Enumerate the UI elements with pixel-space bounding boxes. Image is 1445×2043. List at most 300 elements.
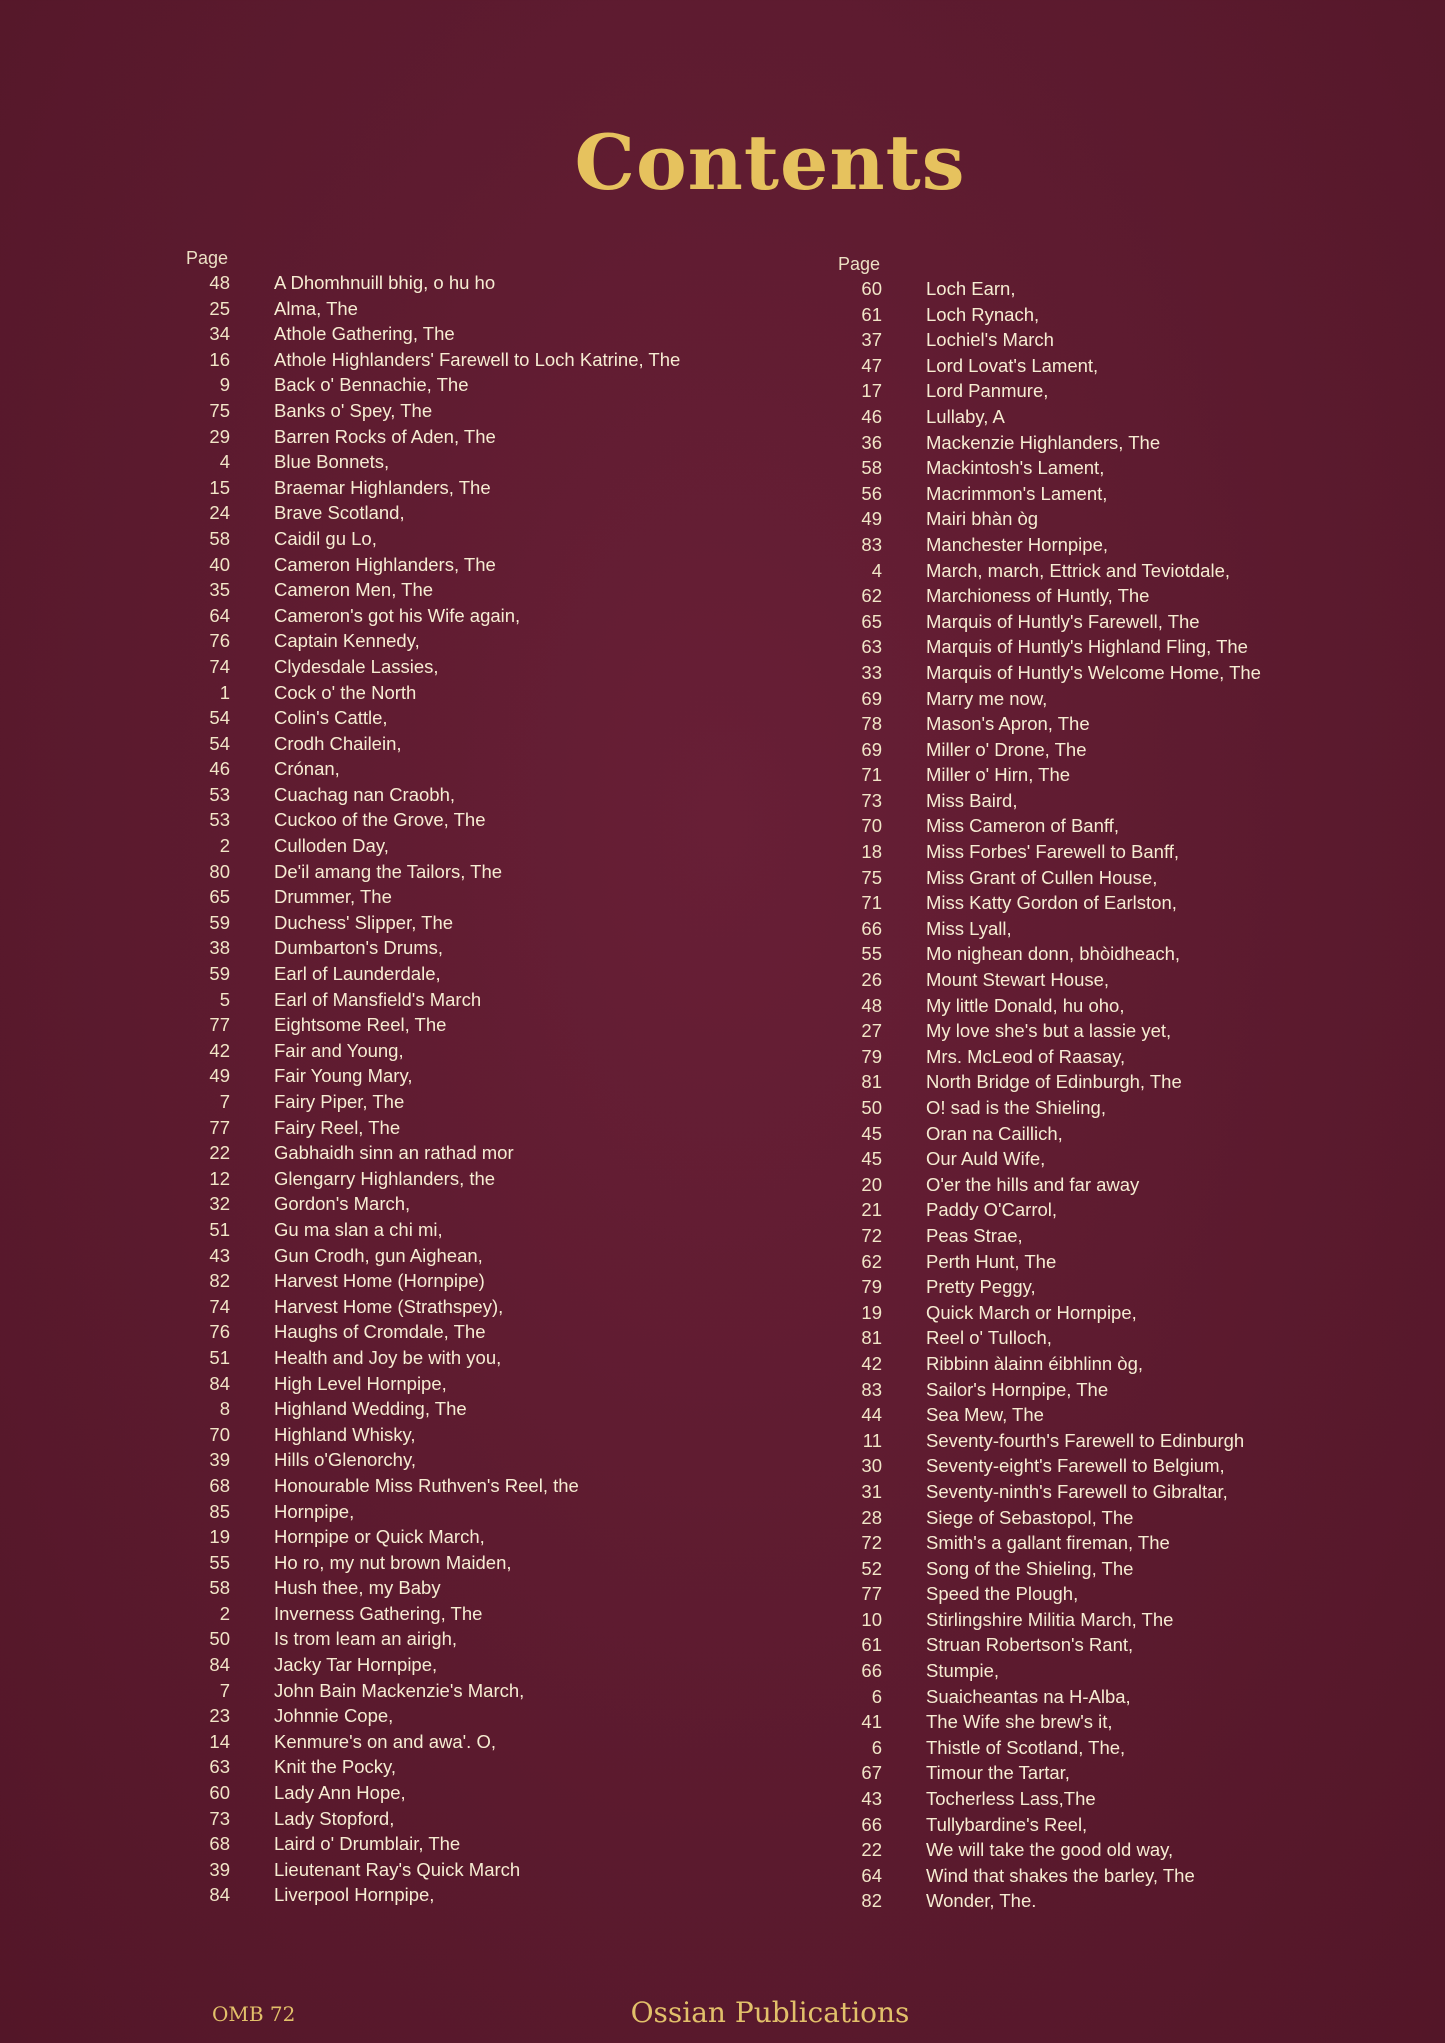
contents-entry [180, 449, 800, 475]
entry-page-number: 66 [861, 1813, 882, 1835]
contents-entry [180, 1626, 800, 1652]
entry-title: Kenmure's on and awa'. O, [274, 1730, 496, 1752]
contents-entry [180, 1089, 800, 1115]
contents-entry [180, 1447, 800, 1473]
contents-entry [832, 1453, 1352, 1479]
entry-title: Knit the Pocky, [274, 1756, 397, 1778]
contents-entry [832, 1556, 1352, 1582]
entry-title: De'il amang the Tailors, The [274, 860, 503, 882]
entry-page-number: 72 [861, 1532, 882, 1554]
entry-title: Smith's a gallant fireman, The [926, 1532, 1170, 1554]
entry-page-number: 55 [861, 943, 882, 965]
entry-title: Miss Baird, [926, 789, 1018, 811]
entry-title: Marquis of Huntly's Farewell, The [926, 610, 1200, 632]
entry-page-number: 85 [209, 1500, 230, 1522]
entry-page-number: 42 [861, 1352, 882, 1374]
entry-title: Cock o' the North [274, 681, 417, 703]
entry-page-number: 72 [861, 1224, 882, 1246]
entry-title: Mount Stewart House, [926, 969, 1110, 991]
entry-title: Eightsome Reel, The [274, 1014, 447, 1036]
contents-entry [180, 1780, 800, 1806]
contents-entry [180, 1115, 800, 1141]
entry-title: Health and Joy be with you, [274, 1346, 502, 1368]
contents-entry [180, 1524, 800, 1550]
contents-entry [832, 941, 1352, 967]
entry-title: Harvest Home (Hornpipe) [274, 1270, 485, 1292]
contents-entry [832, 1786, 1352, 1812]
contents-entry [832, 865, 1352, 891]
contents-entry [180, 756, 800, 782]
entry-page-number: 60 [861, 278, 882, 299]
entry-page-number: 9 [219, 374, 230, 396]
entry-page-number: 40 [209, 553, 230, 575]
entry-page-number: 63 [209, 1756, 230, 1778]
contents-list-left [180, 270, 800, 1908]
entry-title: Brave Scotland, [274, 502, 405, 524]
entry-page-number: 20 [861, 1173, 882, 1195]
contents-entry [832, 1300, 1352, 1326]
entry-page-number: 50 [209, 1628, 230, 1650]
contents-entry [180, 1678, 800, 1704]
contents-entry [180, 372, 800, 398]
contents-entry [832, 1581, 1352, 1607]
entry-page-number: 4 [871, 559, 882, 581]
entry-title: Athole Gathering, The [274, 323, 455, 345]
contents-entry [832, 353, 1352, 379]
entry-page-number: 22 [861, 1839, 882, 1861]
contents-entry [832, 327, 1352, 353]
entry-page-number: 38 [209, 937, 230, 959]
entry-page-number: 83 [861, 1378, 882, 1400]
entry-title: Back o' Bennachie, The [274, 374, 469, 396]
entry-page-number: 77 [209, 1014, 230, 1036]
entry-title: Loch Earn, [926, 278, 1016, 299]
entry-page-number: 82 [209, 1270, 230, 1292]
entry-page-number: 83 [861, 533, 882, 555]
entry-page-number: 49 [861, 508, 882, 530]
contents-entry [180, 347, 800, 373]
entry-title: We will take the good old way, [926, 1839, 1174, 1861]
entry-page-number: 73 [861, 789, 882, 811]
entry-page-number: 53 [209, 783, 230, 805]
entry-title: Wonder, The. [926, 1890, 1037, 1912]
page-column-header: Page [838, 254, 881, 274]
entry-page-number: 37 [861, 329, 882, 351]
contents-entry [180, 1729, 800, 1755]
entry-page-number: 35 [209, 579, 230, 601]
entry-title: A Dhomhnuill bhig, o hu ho [274, 272, 496, 293]
entry-title: Miss Grant of Cullen House, [926, 866, 1158, 888]
entry-page-number: 73 [209, 1807, 230, 1829]
entry-title: Lord Panmure, [926, 380, 1049, 402]
entry-title: Pretty Peggy, [926, 1276, 1036, 1298]
entry-title: Tocherless Lass,The [926, 1788, 1096, 1810]
contents-entry [180, 1345, 800, 1371]
contents-entry [180, 1601, 800, 1627]
contents-entry [180, 1243, 800, 1269]
entry-page-number: 11 [862, 1429, 882, 1451]
entry-title: Sea Mew, The [926, 1404, 1044, 1426]
entry-title: Glengarry Highlanders, the [274, 1167, 496, 1189]
contents-entry [832, 455, 1352, 481]
entry-title: Laird o' Drumblair, The [274, 1833, 461, 1855]
contents-entry [180, 1396, 800, 1422]
contents-entry [832, 1479, 1352, 1505]
entry-page-number: 61 [861, 1634, 882, 1656]
entry-title: John Bain Mackenzie's March, [274, 1679, 525, 1701]
entry-title: Gordon's March, [274, 1193, 411, 1215]
entry-page-number: 62 [861, 585, 882, 607]
contents-entry [832, 634, 1352, 660]
entry-title: Ho ro, my nut brown Maiden, [274, 1551, 512, 1573]
contents-entry [832, 1274, 1352, 1300]
entry-page-number: 1 [219, 681, 230, 703]
entry-title: Jacky Tar Hornpipe, [274, 1654, 438, 1676]
entry-title: Is trom leam an airigh, [274, 1628, 458, 1650]
entry-title: Stirlingshire Militia March, The [926, 1608, 1174, 1630]
entry-page-number: 81 [861, 1071, 882, 1093]
contents-entry [180, 782, 800, 808]
contents-entry [832, 1069, 1352, 1095]
entry-title: Peas Strae, [926, 1224, 1023, 1246]
entry-page-number: 46 [209, 758, 230, 780]
contents-entry [180, 628, 800, 654]
entry-page-number: 77 [209, 1116, 230, 1138]
entry-page-number: 81 [861, 1327, 882, 1349]
entry-title: Caidil gu Lo, [274, 527, 377, 549]
contents-entry [832, 1505, 1352, 1531]
entry-title: Perth Hunt, The [926, 1250, 1057, 1272]
contents-entry [180, 1806, 800, 1832]
contents-entry [180, 577, 800, 603]
page-title: Contents [574, 118, 966, 207]
entry-page-number: 67 [861, 1762, 882, 1784]
contents-entry [180, 1268, 800, 1294]
entry-title: Fairy Piper, The [274, 1091, 405, 1112]
contents-entry [832, 916, 1352, 942]
entry-title: Lady Ann Hope, [274, 1782, 406, 1804]
entry-page-number: 22 [209, 1142, 230, 1164]
contents-entry [180, 1422, 800, 1448]
contents-entry [832, 1709, 1352, 1735]
entry-page-number: 84 [209, 1654, 230, 1676]
entry-page-number: 36 [861, 431, 882, 453]
contents-entry [180, 1166, 800, 1192]
entry-title: Harvest Home (Strathspey), [274, 1295, 504, 1317]
entry-title: Honourable Miss Ruthven's Reel, the [274, 1474, 579, 1496]
entry-page-number: 25 [209, 297, 230, 319]
entry-page-number: 54 [209, 707, 230, 729]
entry-page-number: 24 [209, 502, 230, 524]
entry-title: Colin's Cattle, [274, 707, 388, 729]
entry-title: Oran na Caillich, [926, 1122, 1063, 1144]
entry-title: Miss Cameron of Banff, [926, 815, 1119, 837]
entry-title: Song of the Shieling, The [926, 1557, 1134, 1579]
entry-title: Fair and Young, [274, 1039, 404, 1061]
entry-page-number: 31 [861, 1480, 882, 1502]
entry-title: Stumpie, [926, 1660, 1000, 1682]
contents-entry [180, 1217, 800, 1243]
entry-page-number: 2 [219, 835, 230, 857]
contents-entry [832, 404, 1352, 430]
contents-entry [180, 321, 800, 347]
entry-title: Blue Bonnets, [274, 451, 390, 473]
contents-entry [832, 1888, 1352, 1914]
contents-entry [832, 737, 1352, 763]
contents-entry [832, 1863, 1352, 1889]
contents-entry [180, 296, 800, 322]
entry-title: Speed the Plough, [926, 1583, 1079, 1605]
contents-entry [180, 1371, 800, 1397]
entry-title: Miller o' Hirn, The [926, 764, 1071, 786]
entry-page-number: 74 [209, 655, 230, 677]
contents-entry [832, 711, 1352, 737]
contents-entry [832, 430, 1352, 456]
contents-entry [832, 762, 1352, 788]
contents-entry [180, 1063, 800, 1089]
contents-entry [832, 1146, 1352, 1172]
entry-page-number: 69 [861, 738, 882, 760]
entry-title: Hush thee, my Baby [274, 1577, 441, 1599]
entry-title: Marquis of Huntly's Welcome Home, The [926, 661, 1261, 683]
entry-page-number: 64 [861, 1864, 882, 1886]
entry-page-number: 75 [861, 866, 882, 888]
entry-title: Gu ma slan a chi mi, [274, 1218, 443, 1240]
contents-entry [180, 935, 800, 961]
entry-page-number: 58 [861, 457, 882, 479]
entry-page-number: 41 [861, 1711, 882, 1733]
entry-title: Suaicheantas na H-Alba, [926, 1685, 1131, 1707]
entry-title: Siege of Sebastopol, The [926, 1506, 1134, 1528]
contents-entry [180, 603, 800, 629]
entry-title: Struan Robertson's Rant, [926, 1634, 1134, 1656]
entry-title: Cuachag nan Craobh, [274, 783, 456, 805]
contents-column-left [180, 246, 800, 1908]
contents-entry [180, 1703, 800, 1729]
entry-title: Quick March or Hornpipe, [926, 1301, 1137, 1323]
entry-title: Fair Young Mary, [274, 1065, 413, 1087]
entry-title: Gabhaidh sinn an rathad mor [274, 1142, 514, 1164]
entry-title: Fairy Reel, The [274, 1116, 401, 1138]
entry-title: Captain Kennedy, [274, 630, 420, 652]
contents-entry [832, 993, 1352, 1019]
contents-entry [832, 609, 1352, 635]
entry-title: Mo nighean donn, bhòidheach, [926, 943, 1181, 965]
entry-page-number: 53 [209, 809, 230, 831]
entry-page-number: 62 [861, 1250, 882, 1272]
entry-page-number: 77 [861, 1583, 882, 1605]
contents-entry [180, 270, 800, 296]
entry-page-number: 71 [861, 764, 882, 786]
entry-page-number: 76 [209, 1321, 230, 1343]
entry-page-number: 42 [209, 1039, 230, 1061]
entry-page-number: 58 [209, 527, 230, 549]
entry-page-number: 65 [209, 886, 230, 908]
entry-page-number: 19 [209, 1526, 230, 1548]
contents-entry [832, 481, 1352, 507]
contents-entry [832, 1632, 1352, 1658]
entry-title: Cameron's got his Wife again, [274, 604, 521, 626]
entry-title: Tullybardine's Reel, [926, 1813, 1088, 1835]
entry-page-number: 56 [861, 482, 882, 504]
entry-title: Dumbarton's Drums, [274, 937, 444, 959]
contents-entry [832, 1249, 1352, 1275]
entry-page-number: 6 [871, 1685, 882, 1707]
entry-page-number: 6 [871, 1736, 882, 1758]
contents-entry [180, 398, 800, 424]
entry-title: Marchioness of Huntly, The [926, 585, 1150, 607]
entry-title: Earl of Mansfield's March [274, 988, 482, 1010]
entry-title: Crodh Chailein, [274, 732, 402, 754]
entry-page-number: 27 [861, 1020, 882, 1042]
entry-title: Johnnie Cope, [274, 1705, 394, 1727]
entry-title: Marry me now, [926, 687, 1048, 709]
contents-entry [832, 1377, 1352, 1403]
entry-title: Manchester Hornpipe, [926, 533, 1109, 555]
entry-page-number: 7 [219, 1091, 230, 1112]
entry-title: Highland Whisky, [274, 1423, 416, 1445]
entry-title: Highland Wedding, The [274, 1398, 467, 1420]
entry-page-number: 21 [861, 1199, 882, 1221]
contents-entry [832, 1402, 1352, 1428]
contents-entry [180, 526, 800, 552]
publisher-name: Ossian Publications [630, 1996, 910, 2029]
entry-title: My love she's but a lassie yet, [926, 1020, 1172, 1042]
entry-title: Alma, The [274, 297, 358, 319]
entry-title: O'er the hills and far away [926, 1173, 1140, 1195]
entry-title: Lady Stopford, [274, 1807, 395, 1829]
entry-title: Lieutenant Ray's Quick March [274, 1858, 521, 1880]
entry-title: Mrs. McLeod of Raasay, [926, 1045, 1126, 1067]
entry-title: Lullaby, A [926, 405, 1005, 427]
entry-page-number: 14 [209, 1730, 230, 1752]
entry-title: Cameron Men, The [274, 579, 434, 601]
entry-title: My little Donald, hu oho, [926, 994, 1125, 1016]
entry-title: Earl of Launderdale, [274, 963, 441, 985]
contents-entry [180, 1754, 800, 1780]
entry-page-number: 79 [861, 1276, 882, 1298]
entry-page-number: 51 [209, 1346, 230, 1368]
contents-entry [832, 1658, 1352, 1684]
entry-page-number: 16 [209, 348, 230, 370]
contents-entry [832, 1121, 1352, 1147]
entry-page-number: 46 [861, 405, 882, 427]
entry-title: High Level Hornpipe, [274, 1372, 447, 1394]
entry-page-number: 47 [861, 354, 882, 376]
entry-page-number: 10 [861, 1608, 882, 1630]
entry-title: Gun Crodh, gun Aighean, [274, 1244, 483, 1266]
entry-page-number: 23 [209, 1705, 230, 1727]
entry-page-number: 71 [861, 892, 882, 914]
contents-entry [180, 833, 800, 859]
entry-page-number: 80 [209, 860, 230, 882]
contents-entry [832, 1172, 1352, 1198]
contents-entry [832, 1530, 1352, 1556]
contents-entry [180, 1140, 800, 1166]
entry-title: Loch Rynach, [926, 303, 1040, 325]
entry-page-number: 84 [209, 1884, 230, 1906]
contents-entry [832, 1760, 1352, 1786]
entry-title: Braemar Highlanders, The [274, 476, 491, 498]
entry-title: Hornpipe or Quick March, [274, 1526, 485, 1548]
entry-title: Mackintosh's Lament, [926, 457, 1105, 479]
contents-entry [832, 1684, 1352, 1710]
contents-entry [832, 660, 1352, 686]
contents-entry [180, 680, 800, 706]
entry-title: Hills o'Glenorchy, [274, 1449, 416, 1471]
entry-title: Sailor's Hornpipe, The [926, 1378, 1109, 1400]
catalog-number: OMB 72 [212, 2002, 296, 2026]
entry-page-number: 76 [209, 630, 230, 652]
entry-page-number: 61 [861, 303, 882, 325]
contents-entry [180, 705, 800, 731]
entry-page-number: 68 [209, 1833, 230, 1855]
contents-entry [180, 1831, 800, 1857]
entry-title: Athole Highlanders' Farewell to Loch Katrine, The [274, 348, 681, 370]
entry-title: Seventy-fourth's Farewell to Edinburgh [926, 1429, 1245, 1451]
entry-page-number: 66 [861, 917, 882, 939]
entry-title: Drummer, The [274, 886, 392, 908]
entry-page-number: 15 [209, 476, 230, 498]
entry-page-number: 2 [219, 1602, 230, 1624]
contents-entry [832, 1325, 1352, 1351]
entry-page-number: 51 [209, 1218, 230, 1240]
entry-page-number: 18 [861, 841, 882, 863]
contents-entry [180, 1473, 800, 1499]
contents-entry [180, 654, 800, 680]
contents-entry [832, 890, 1352, 916]
page-column-header: Page [186, 248, 229, 268]
entry-page-number: 48 [209, 272, 230, 293]
entry-page-number: 5 [219, 988, 230, 1010]
contents-entry [832, 1351, 1352, 1377]
contents-column-right [832, 252, 1352, 1914]
entry-page-number: 82 [861, 1890, 882, 1912]
entry-title: Haughs of Cromdale, The [274, 1321, 486, 1343]
contents-entry [180, 1857, 800, 1883]
entry-page-number: 70 [209, 1423, 230, 1445]
entry-page-number: 8 [219, 1398, 230, 1420]
contents-entry [180, 731, 800, 757]
entry-title: Cameron Highlanders, The [274, 553, 496, 575]
contents-entry [180, 1038, 800, 1064]
entry-page-number: 74 [209, 1295, 230, 1317]
entry-title: Timour the Tartar, [926, 1762, 1070, 1784]
entry-page-number: 58 [209, 1577, 230, 1599]
entry-page-number: 7 [219, 1679, 230, 1701]
entry-page-number: 50 [861, 1097, 882, 1118]
entry-page-number: 32 [209, 1193, 230, 1215]
entry-title: Culloden Day, [274, 835, 389, 857]
entry-page-number: 17 [861, 380, 882, 402]
entry-page-number: 54 [209, 732, 230, 754]
entry-page-number: 48 [861, 994, 882, 1016]
entry-page-number: 33 [861, 661, 882, 683]
entry-page-number: 44 [861, 1404, 882, 1426]
entry-title: Mackenzie Highlanders, The [926, 431, 1161, 453]
contents-entry [180, 1191, 800, 1217]
entry-title: Marquis of Huntly's Highland Fling, The [926, 636, 1248, 658]
entry-title: Cuckoo of the Grove, The [274, 809, 486, 831]
entry-title: Hornpipe, [274, 1500, 355, 1522]
entry-page-number: 68 [209, 1474, 230, 1496]
entry-page-number: 64 [209, 604, 230, 626]
entry-page-number: 30 [861, 1455, 882, 1477]
entry-title: Miller o' Drone, The [926, 738, 1087, 760]
contents-entry [832, 1735, 1352, 1761]
entry-title: Our Auld Wife, [926, 1148, 1046, 1170]
entry-title: Miss Katty Gordon of Earlston, [926, 892, 1177, 914]
